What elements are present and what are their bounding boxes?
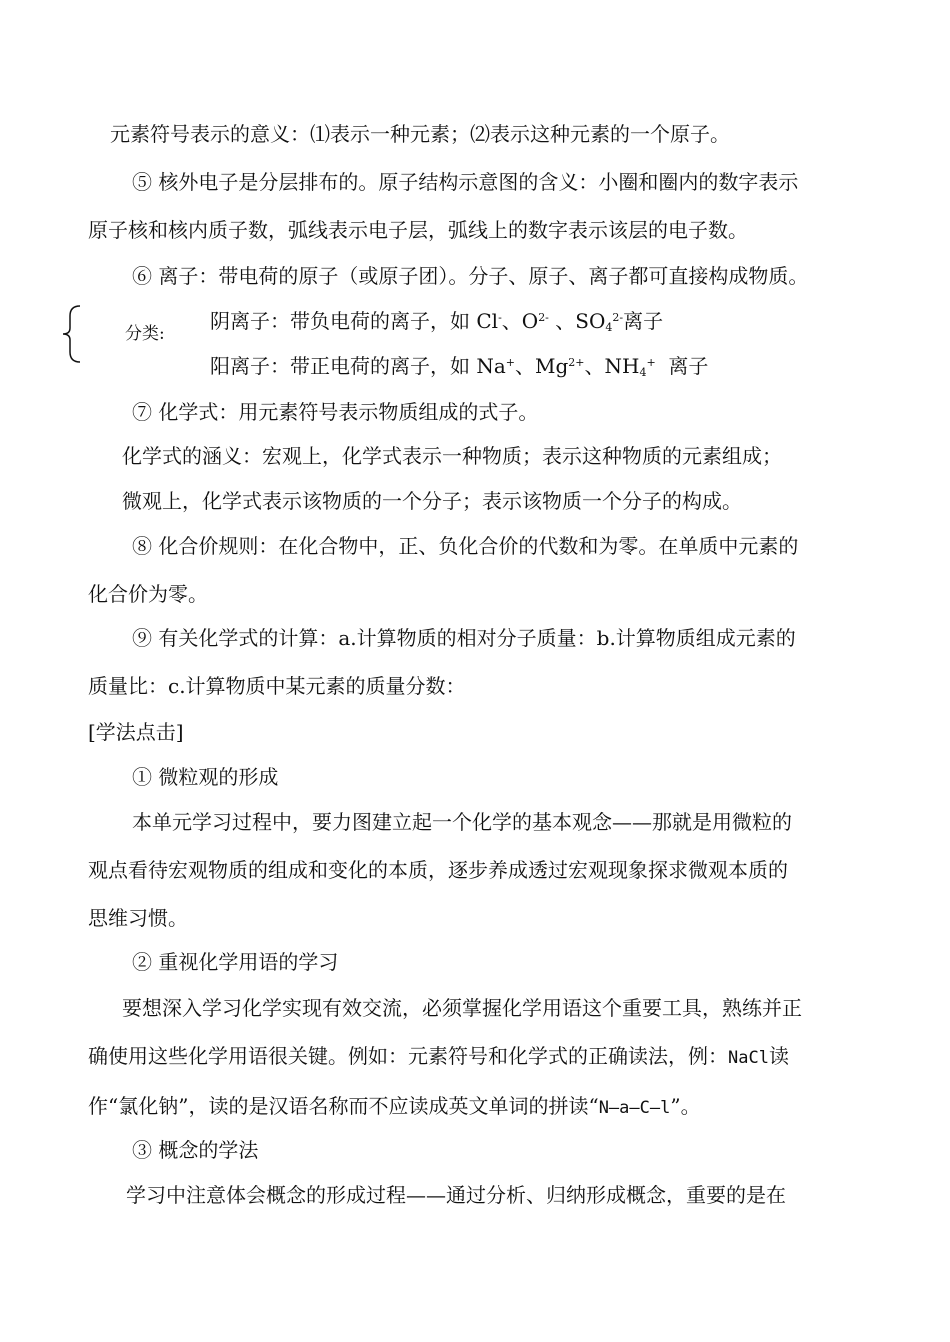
charge: 2- [538, 311, 549, 324]
paragraph-line: 原子核和核内质子数，弧线表示电子层，弧线上的数字表示该层的电子数。 [88, 218, 748, 242]
section-heading: [学法点击] [88, 720, 184, 744]
charge: + [646, 356, 656, 369]
paragraph-line: 要想深入学习化学实现有效交流，必须掌握化学用语这个重要工具，熟练并正 [122, 996, 802, 1020]
paragraph-line: ⑦ 化学式：用元素符号表示物质组成的式子。 [132, 400, 539, 424]
text: 作“氯化钠”，读的是汉语名称而不应读成英文单词的拼读“ [88, 1094, 599, 1118]
code-text: N—a—C—l [598, 1098, 671, 1118]
cation-text: 阳离子：带正电荷的离子，如 Na [210, 354, 506, 378]
paragraph-line: 化学式的涵义：宏观上，化学式表示一种物质；表示这种物质的元素组成； [122, 444, 782, 468]
paragraph-line: ⑤ 核外电子是分层排布的。原子结构示意图的含义：小圈和圈内的数字表示 [132, 170, 799, 194]
paragraph-line: 微观上，化学式表示该物质的一个分子；表示该物质一个分子的构成。 [122, 489, 742, 513]
paragraph-line: 元素符号表示的意义：⑴表示一种元素；⑵表示这种元素的一个原子。 [110, 122, 730, 146]
classification-label: 分类: [125, 324, 165, 344]
subheading: ③ 概念的学法 [132, 1138, 259, 1162]
text: ”。 [670, 1094, 701, 1118]
text: 读 [768, 1044, 789, 1068]
paragraph-line [88, 1042, 789, 1072]
paragraph-line: 观点看待宏观物质的组成和变化的本质，逐步养成透过宏观现象探求微观本质的 [88, 858, 788, 882]
paragraph-line: ⑥ 离子：带电荷的原子（或原子团）。分子、原子、离子都可直接构成物质。 [132, 264, 809, 288]
text: 确使用这些化学用语很关键。例如：元素符号和化学式的正确读法，例： [88, 1044, 728, 1068]
anion-text: 、SO [548, 309, 606, 333]
cation-text: 离子 [655, 354, 709, 378]
paragraph-line: ⑨ 有关化学式的计算：a.计算物质的相对分子质量：b.计算物质组成元素的 [132, 626, 796, 650]
paragraph-line: 本单元学习过程中，要力图建立起一个化学的基本观念——那就是用微粒的 [132, 810, 792, 834]
charge: - [498, 311, 502, 324]
subscript: 4 [639, 366, 647, 379]
paragraph-line: ⑧ 化合价规则：在化合物中，正、负化合价的代数和为零。在单质中元素的 [132, 534, 799, 558]
charge: 2- [612, 311, 624, 324]
anion-text: 阴离子：带负电荷的离子，如 Cl [210, 309, 499, 333]
anion-text: 、O [501, 309, 539, 333]
charge: 2+ [568, 356, 585, 369]
anion-line [210, 307, 663, 335]
cation-text: 、NH [584, 354, 640, 378]
subscript: 4 [605, 321, 613, 334]
anion-text: 离子 [623, 309, 664, 333]
paragraph-line: 思维习惯。 [88, 906, 188, 930]
cation-line [210, 352, 708, 380]
paragraph-line [88, 1092, 701, 1122]
cation-text: 、Mg [515, 354, 569, 378]
left-brace-icon [60, 304, 84, 364]
subheading: ① 微粒观的形成 [132, 765, 279, 789]
paragraph-line: 学习中注意体会概念的形成过程——通过分析、归纳形成概念，重要的是在 [126, 1183, 786, 1207]
paragraph-line: 化合价为零。 [88, 582, 208, 606]
paragraph-line: 质量比：c.计算物质中某元素的质量分数： [88, 674, 466, 698]
subheading: ② 重视化学用语的学习 [132, 950, 339, 974]
charge: + [505, 356, 515, 369]
code-text: NaCl [728, 1048, 769, 1068]
